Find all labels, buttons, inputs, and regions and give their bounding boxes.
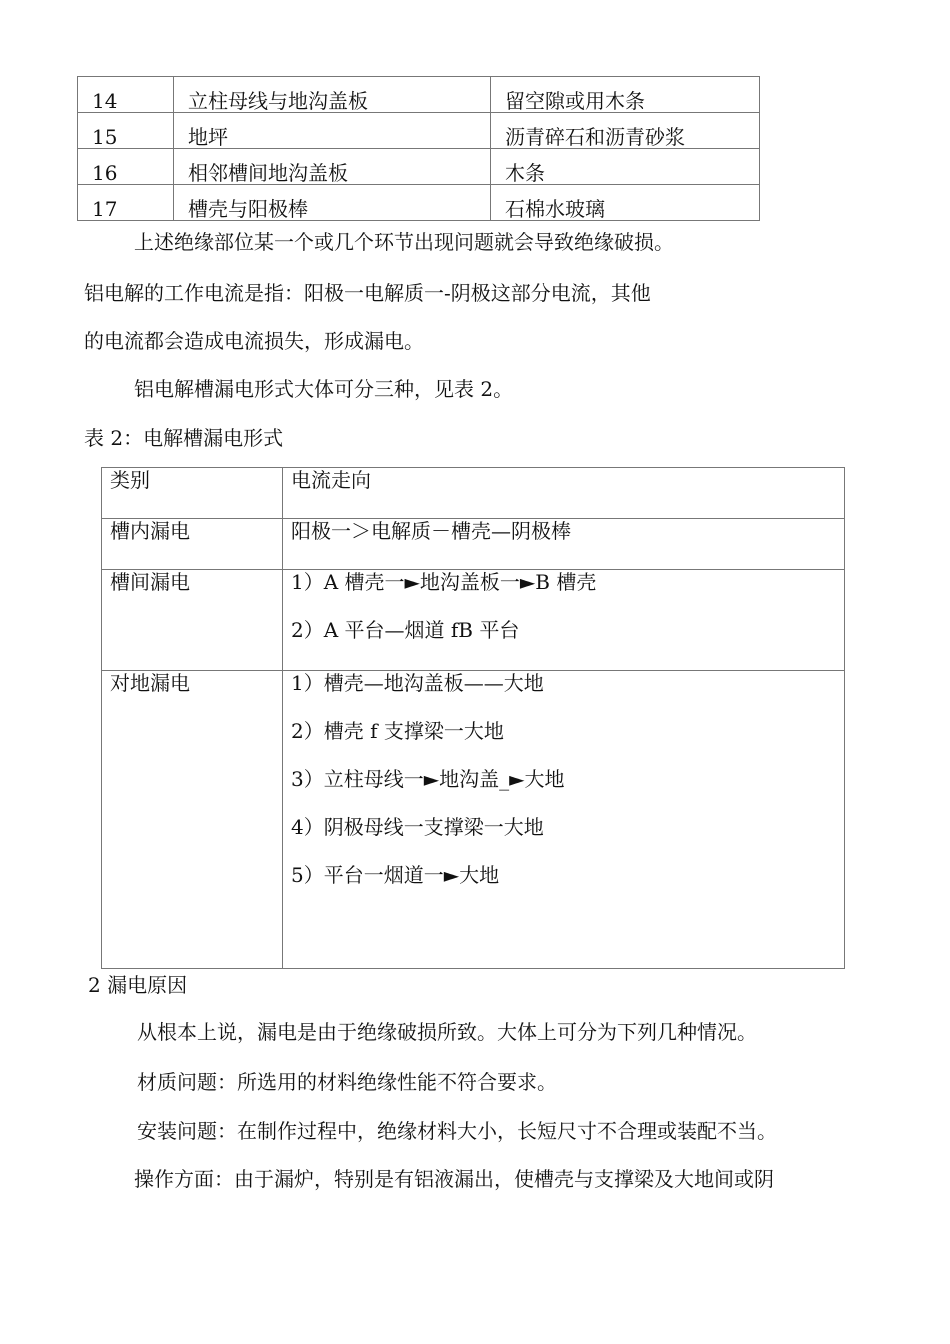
insulation-part: 槽壳与阳极棒	[174, 185, 491, 221]
paragraph-insulation-failure: 上述绝缘部位某一个或几个环节出现问题就会导致绝缘破损。	[134, 230, 674, 254]
category-cell: 槽内漏电	[102, 519, 283, 570]
table-row	[102, 671, 845, 969]
row-number: 15	[78, 113, 174, 149]
insulation-material: 木条	[491, 149, 760, 185]
table-row	[78, 113, 760, 149]
category-cell: 对地漏电	[102, 671, 283, 969]
insulation-material: 沥青碎石和沥青砂浆	[491, 113, 760, 149]
paragraph-working-current-line1: 铝电解的工作电流是指：阳极一电解质一-阴极这部分电流，其他	[84, 281, 651, 305]
direction-cell: 1）A 槽壳一►地沟盖板一►B 槽壳 2）A 平台—烟道 fB 平台	[283, 570, 845, 671]
insulation-material: 留空隙或用木条	[491, 77, 760, 113]
table-row	[102, 570, 845, 671]
category-cell: 槽间漏电	[102, 570, 283, 671]
insulation-part: 相邻槽间地沟盖板	[174, 149, 491, 185]
table-header-row	[102, 468, 845, 519]
paragraph-working-current-line2: 的电流都会造成电流损失，形成漏电。	[84, 329, 424, 353]
header-current-direction: 电流走向	[283, 468, 845, 519]
table-caption: 表 2：电解槽漏电形式	[84, 426, 284, 450]
table-row	[102, 519, 845, 570]
row-number: 17	[78, 185, 174, 221]
row-number: 14	[78, 77, 174, 113]
leakage-form-table	[101, 467, 845, 969]
paragraph-material-issue: 材质问题：所选用的材料绝缘性能不符合要求。	[137, 1070, 557, 1094]
insulation-part: 地坪	[174, 113, 491, 149]
insulation-table	[77, 76, 760, 221]
paragraph-leakage-types: 铝电解槽漏电形式大体可分三种，见表 2。	[134, 377, 514, 401]
insulation-material: 石棉水玻璃	[491, 185, 760, 221]
paragraph-installation-issue: 安装问题：在制作过程中，绝缘材料大小，长短尺寸不合理或装配不当。	[137, 1119, 777, 1143]
table-row	[78, 149, 760, 185]
header-category: 类别	[102, 468, 283, 519]
insulation-part: 立柱母线与地沟盖板	[174, 77, 491, 113]
direction-cell: 阳极一＞电解质－槽壳—阴极棒	[283, 519, 845, 570]
direction-cell: 1）槽壳—地沟盖板——大地 2）槽壳 f 支撑梁一大地 3）立柱母线一►地沟盖_►大地 4）阴极母线一支撑梁一大地 5）平台一烟道一►大地	[283, 671, 845, 969]
table-row	[78, 77, 760, 113]
paragraph-operation-issue: 操作方面：由于漏炉，特别是有铝液漏出，使槽壳与支撑梁及大地间或阴	[134, 1167, 774, 1191]
section-heading: 2 漏电原因	[88, 973, 188, 997]
paragraph-root-cause: 从根本上说，漏电是由于绝缘破损所致。大体上可分为下列几种情况。	[137, 1020, 757, 1044]
row-number: 16	[78, 149, 174, 185]
table-row	[78, 185, 760, 221]
